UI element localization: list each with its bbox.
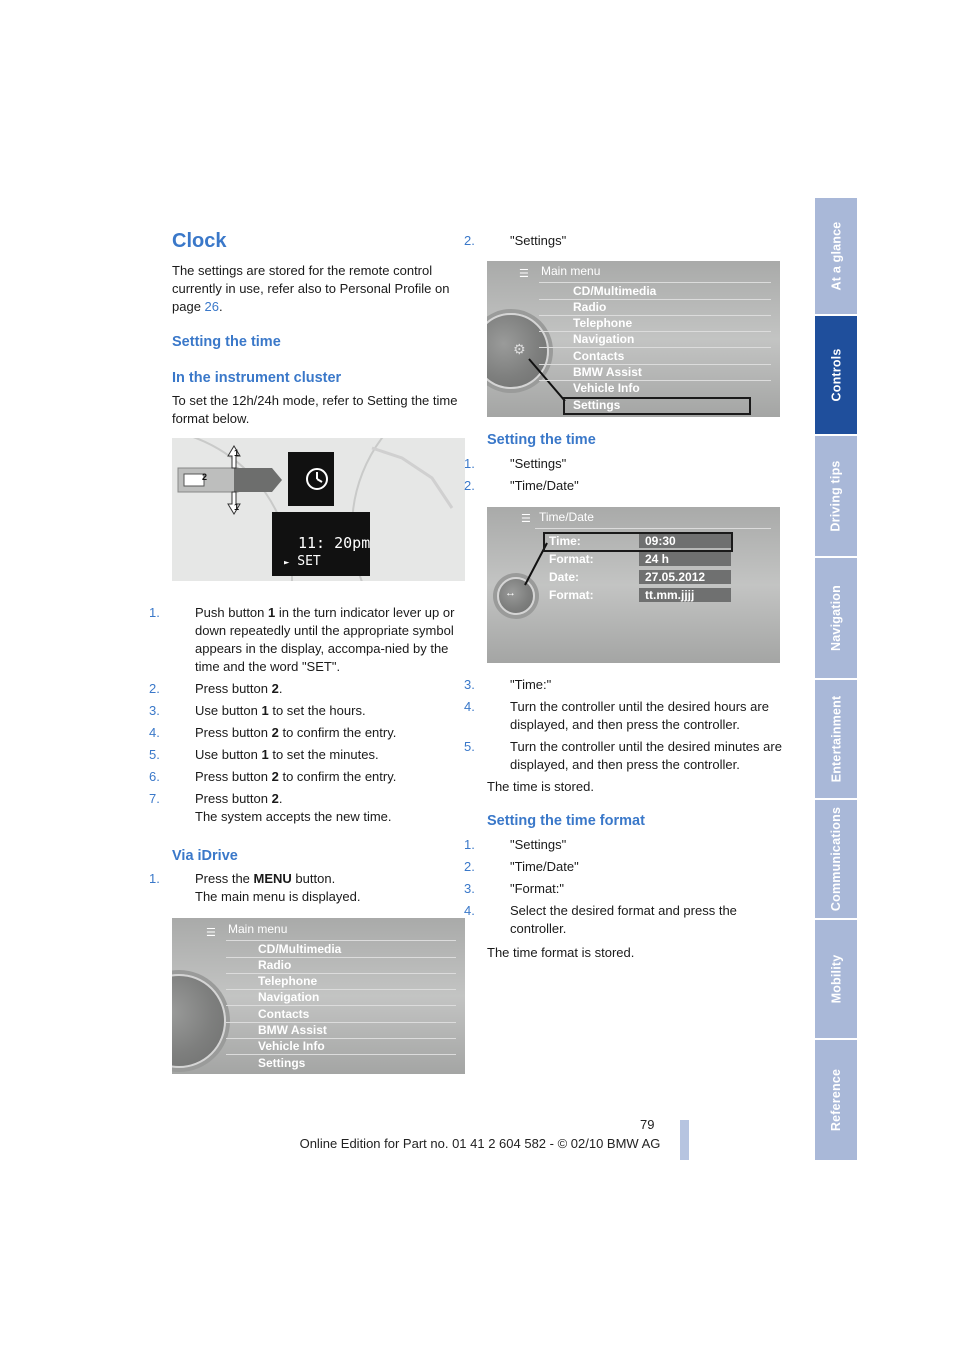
sidebar-tab-mobility[interactable] (815, 920, 857, 1040)
sidebar-tab-navigation[interactable] (815, 558, 857, 680)
intro-paragraph (172, 262, 467, 316)
list-item (464, 676, 782, 694)
menu-item[interactable]: Telephone (258, 974, 318, 988)
menu-item[interactable]: Navigation (258, 990, 320, 1004)
step-text-end: to set the hours. (268, 703, 366, 718)
step-button: 1 (261, 747, 269, 762)
instrument-text: To set the 12h/24h mode, refer to Setting the time format below. (172, 393, 458, 426)
time-date-screen (487, 507, 780, 663)
row-label[interactable]: Format: (549, 552, 594, 566)
list-item (149, 604, 468, 676)
step-button: 1 (261, 703, 269, 718)
step-button: 1 (268, 605, 276, 620)
step-number: 1. (149, 605, 160, 620)
time-value[interactable]: 09:30 (639, 534, 731, 548)
cluster-set-display (284, 554, 321, 569)
intro-text: The settings are stored for the remote control currently in use, refer also to Personal Profile on page (172, 263, 450, 314)
tab-label: At a glance (829, 221, 844, 291)
step-text: "Time:" (510, 677, 552, 692)
time-steps-a (464, 455, 782, 495)
controller-knob (172, 974, 226, 1068)
subheading-instrument-cluster: In the instrument cluster (172, 370, 342, 386)
list-item (149, 702, 468, 720)
step-button: 2 (271, 725, 279, 740)
callout-2: 2 (202, 472, 208, 482)
date-value[interactable]: 27.05.2012 (639, 570, 731, 584)
step-text-end: to set the minutes. (268, 747, 379, 762)
idrive-step (149, 870, 491, 906)
row-label[interactable]: Format: (549, 588, 594, 602)
set-text: SET (297, 554, 321, 569)
list-item (464, 738, 782, 774)
step-text-end: in the turn indicator lever up or down repeatedly until the appropriate symbol appears in the display, accompa-nied by the time and the word "SET". (195, 605, 455, 674)
tab-label: Reference (829, 1068, 843, 1132)
cluster-steps-list (149, 604, 468, 826)
step-text: Turn the controller until the desired hours are displayed, and then press the controller. (510, 699, 769, 732)
menu-item[interactable]: Settings (258, 1056, 306, 1070)
menu-item[interactable]: Radio (258, 958, 292, 972)
menu-item[interactable]: CD/Multimedia (573, 284, 657, 298)
time-steps-b (464, 676, 782, 774)
list-item (149, 768, 468, 786)
step-number: 1. (464, 837, 475, 852)
menu-item[interactable]: Radio (573, 300, 607, 314)
page-number: 79 (640, 1117, 655, 1132)
step-number: 4. (464, 903, 475, 918)
menu-item[interactable]: Telephone (573, 316, 633, 330)
list-item (464, 836, 782, 854)
list-item (464, 455, 782, 473)
menu-divider (539, 282, 771, 283)
time-format-value[interactable]: 24 h (639, 552, 731, 566)
menu-item[interactable]: Contacts (258, 1007, 310, 1021)
step-number: 3. (464, 881, 475, 896)
intro-end: . (219, 299, 223, 314)
subheading-via-idrive: Via iDrive (172, 848, 238, 864)
step-text: Use button (195, 703, 262, 718)
section-heading-setting-time-idrive: Setting the time (487, 432, 596, 448)
step-text: Select the desired format and press the controller. (510, 903, 737, 936)
divider (535, 528, 771, 529)
step-number: 1. (149, 871, 160, 886)
step-text: Press button (195, 725, 272, 740)
step-button: 2 (271, 769, 279, 784)
step-text: Push button (195, 605, 268, 620)
step-text-end: . (278, 791, 283, 806)
instrument-cluster-image (172, 438, 465, 581)
step-number: 3. (464, 677, 475, 692)
step-number: 6. (149, 769, 160, 784)
step-text: "Settings" (510, 456, 567, 471)
section-heading-setting-time: Setting the time (172, 334, 281, 350)
step-text: "Settings" (510, 233, 567, 248)
step-text: Turn the controller until the desired minutes are displayed, and then press the controller. (510, 739, 782, 772)
menu-divider (226, 1054, 456, 1055)
step-settings (464, 232, 805, 250)
menu-item[interactable]: Navigation (573, 332, 635, 346)
list-item (149, 746, 468, 764)
menu-item[interactable]: Vehicle Info (573, 381, 640, 395)
step-text: Press button (195, 769, 272, 784)
menu-title: Main menu (541, 264, 601, 278)
tab-label: Controls (829, 348, 843, 402)
time-stored-text: The time is stored. (487, 779, 594, 794)
screen-title: Time/Date (539, 510, 594, 524)
step-button: 2 (271, 791, 279, 806)
step-text-end: . (278, 681, 283, 696)
row-label[interactable]: Time: (549, 534, 581, 548)
main-menu-screen-left (172, 918, 465, 1074)
menu-icon: ☰ (519, 268, 529, 280)
list-item (464, 858, 782, 876)
list-item (464, 880, 782, 898)
subheading-time-format: Setting the time format (487, 813, 645, 829)
step-number: 2. (464, 478, 475, 493)
step-number: 2. (464, 233, 475, 248)
step-text-end: button. (291, 871, 336, 886)
step-subtext: The main menu is displayed. (195, 889, 361, 904)
step-text: "Time/Date" (510, 859, 579, 874)
step-text: Use button (195, 747, 262, 762)
sidebar-tab-driving-tips[interactable] (815, 436, 857, 558)
main-menu-screen-right (487, 261, 780, 417)
list-item (464, 698, 782, 734)
step-button: 2 (271, 681, 279, 696)
step-text-end: to confirm the entry. (278, 725, 397, 740)
step-text: Press button (195, 681, 272, 696)
sidebar-tab-entertainment[interactable] (815, 680, 857, 800)
row-label[interactable]: Date: (549, 570, 580, 584)
callout-1-top: 1 (234, 448, 240, 458)
format-stored-text: The time format is stored. (487, 945, 635, 960)
tab-label: Navigation (829, 585, 843, 651)
step-number: 7. (149, 791, 160, 806)
step-number: 3. (149, 703, 160, 718)
step-text: "Time/Date" (510, 478, 579, 493)
menu-item[interactable]: CD/Multimedia (258, 942, 342, 956)
arrows-icon: ↔ (505, 587, 516, 599)
step-number: 5. (149, 747, 160, 762)
callout-1-bottom: 1 (234, 502, 240, 512)
tab-label: Mobility (829, 954, 844, 1004)
list-item (464, 902, 782, 938)
step-text: Press the (195, 871, 254, 886)
tab-label: Driving tips (829, 460, 843, 532)
format-steps (464, 836, 782, 938)
cluster-time-display: 11: 20pm (298, 534, 371, 552)
step-number: 2. (149, 681, 160, 696)
step-number: 2. (464, 859, 475, 874)
pointer-line (487, 507, 780, 663)
menu-divider (539, 347, 771, 348)
menu-item[interactable]: BMW Assist (258, 1023, 327, 1037)
menu-item[interactable]: Vehicle Info (258, 1039, 325, 1053)
step-number: 5. (464, 739, 475, 754)
step-subtext: The system accepts the new time. (195, 809, 392, 824)
menu-item[interactable]: BMW Assist (573, 365, 642, 379)
tab-label: Communications (829, 806, 844, 912)
settings-icon: ☰ (521, 513, 531, 525)
step-text: "Format:" (510, 881, 565, 896)
tab-label: Entertainment (829, 695, 844, 783)
menu-title: Main menu (228, 922, 288, 936)
date-format-value[interactable]: tt.mm.jjjj (639, 588, 731, 602)
sidebar-tab-controls[interactable] (815, 316, 857, 436)
menu-item[interactable]: Contacts (573, 349, 625, 363)
footer-edition: Online Edition for Part no. 01 41 2 604 582 - © 02/10 BMW AG (299, 1136, 661, 1151)
sidebar-tab-communications[interactable] (815, 800, 857, 920)
step-number: 4. (149, 725, 160, 740)
menu-divider (226, 1005, 456, 1006)
sidebar-tab-at-a-glance[interactable] (815, 198, 857, 316)
list-item (464, 477, 782, 495)
gear-icon: ⚙ (513, 341, 526, 357)
play-arrow-icon: ► (284, 558, 290, 568)
step-text-end: to confirm the entry. (278, 769, 397, 784)
step-number: 1. (464, 456, 475, 471)
menu-icon: ☰ (206, 927, 216, 939)
page-link[interactable]: 26 (204, 299, 220, 314)
step-text: Press button (195, 791, 272, 806)
list-item (149, 724, 468, 742)
list-item (149, 680, 468, 698)
step-number: 4. (464, 699, 475, 714)
menu-divider (226, 940, 456, 941)
list-item (149, 790, 468, 826)
menu-item-settings[interactable]: Settings (573, 398, 621, 412)
step-text: "Settings" (510, 837, 567, 852)
page-title: Clock (172, 230, 227, 252)
menu-button-label: MENU (253, 871, 292, 886)
